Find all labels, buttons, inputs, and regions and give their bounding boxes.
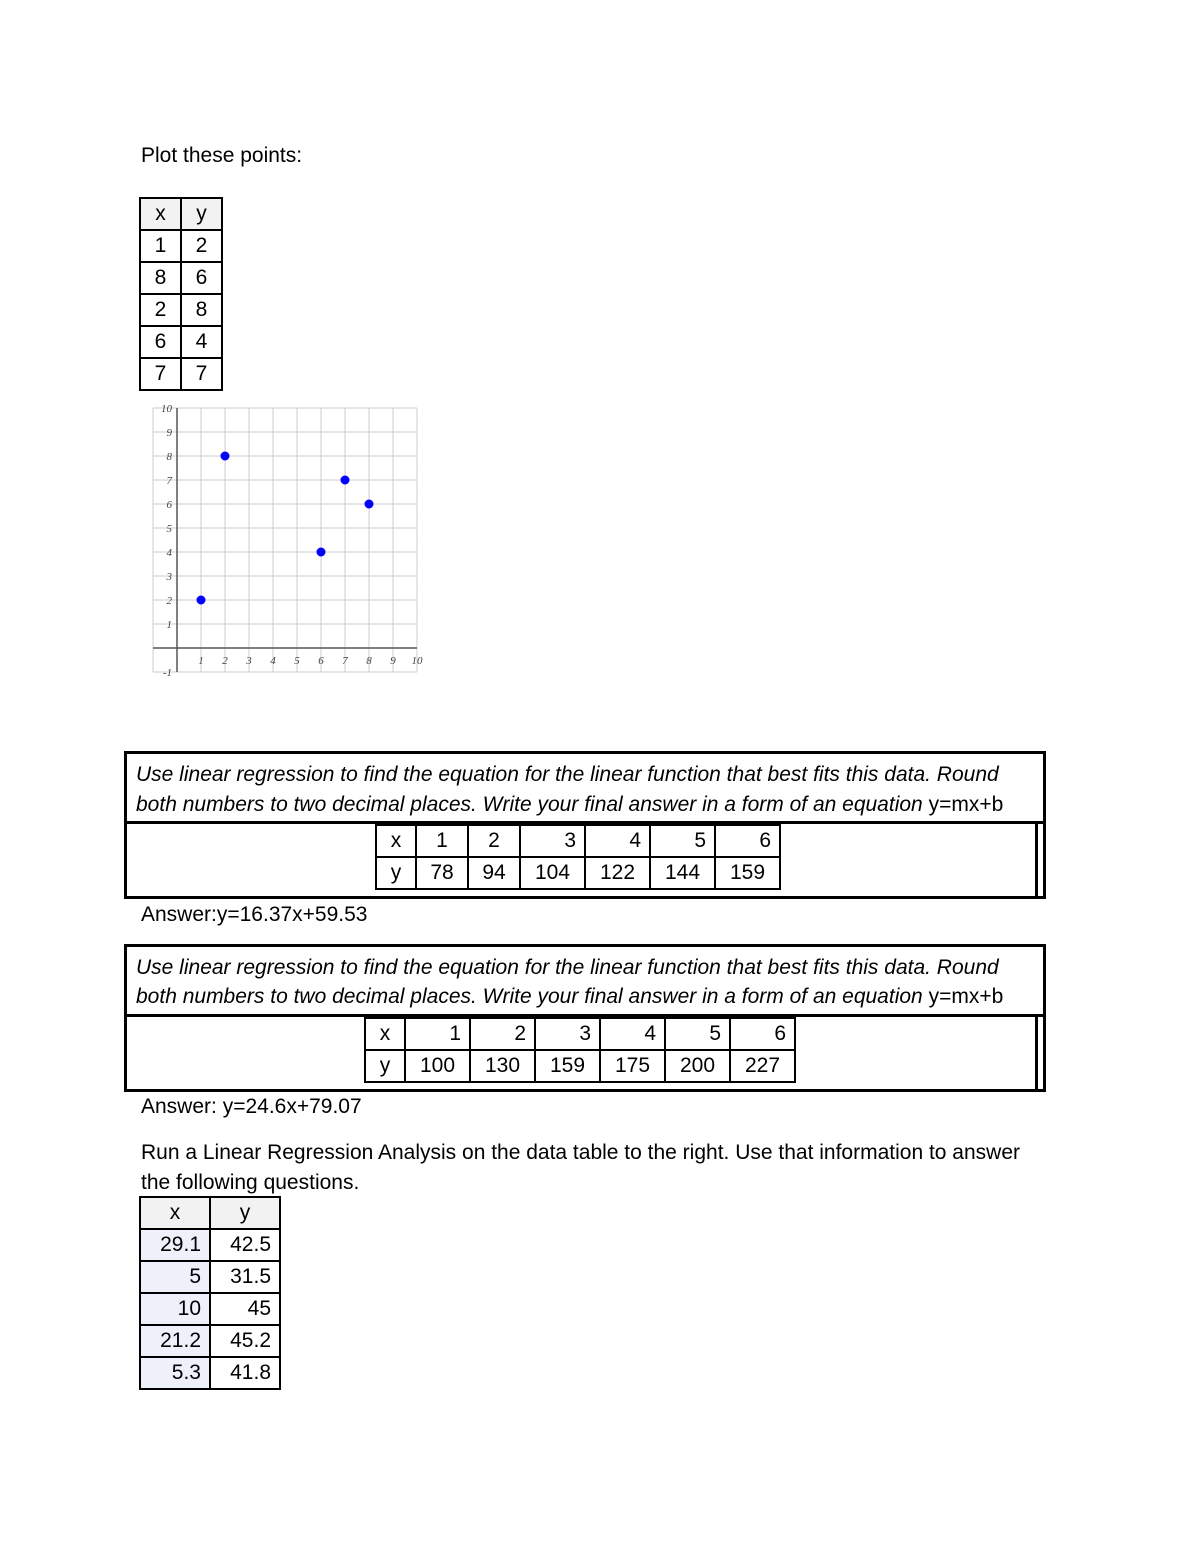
question2-line2-plain: y=mx+b	[928, 985, 1004, 1008]
table-cell: 45	[210, 1293, 280, 1325]
divider	[1035, 821, 1038, 896]
question1-line2	[136, 790, 1003, 820]
table-cell: 4	[181, 326, 222, 358]
table-cell: 1	[416, 825, 468, 857]
scatter-point	[317, 548, 326, 557]
table-cell: 7	[140, 358, 181, 390]
question1-table	[375, 824, 781, 890]
table-cell: 200	[665, 1050, 730, 1082]
table-cell: 45.2	[210, 1325, 280, 1357]
x-tick-label: 1	[198, 655, 204, 667]
table-cell: 227	[730, 1050, 795, 1082]
row-label-y: y	[376, 857, 416, 889]
row-label-x: x	[376, 825, 416, 857]
table-cell: 144	[650, 857, 715, 889]
regression-table	[139, 1196, 281, 1390]
table-cell: 2	[470, 1018, 535, 1050]
y-tick-labels	[161, 403, 173, 679]
x-tick-label: 6	[318, 655, 324, 667]
table-cell: 6	[181, 262, 222, 294]
table-cell: 5.3	[140, 1357, 210, 1389]
y-tick-label: 4	[166, 547, 172, 559]
table-cell: 94	[468, 857, 520, 889]
x-tick-label: 3	[246, 655, 252, 667]
table-cell: 8	[181, 294, 222, 326]
table-cell: 2	[140, 294, 181, 326]
question1-line2-italic: both numbers to two decimal places. Write your final answer in a form of an equation	[136, 793, 929, 816]
x-tick-label: 9	[390, 655, 396, 667]
table-cell: 1	[405, 1018, 470, 1050]
question1-answer: Answer:y=16.37x+59.53	[141, 903, 368, 926]
y-tick-label: 6	[166, 499, 172, 511]
table-cell: 5	[140, 1261, 210, 1293]
x-tick-label: 10	[411, 655, 423, 667]
y-tick-label: 7	[166, 475, 172, 487]
table-cell: 31.5	[210, 1261, 280, 1293]
table-cell: 5	[665, 1018, 730, 1050]
points-header-y: y	[181, 198, 222, 230]
table-cell: 6	[715, 825, 780, 857]
table-cell: 5	[650, 825, 715, 857]
points-table	[139, 197, 223, 391]
table-cell: 21.2	[140, 1325, 210, 1357]
table-cell: 41.8	[210, 1357, 280, 1389]
question1-line1: Use linear regression to find the equation for the linear function that best fits this data. Round	[136, 763, 999, 786]
question2-answer: Answer: y=24.6x+79.07	[141, 1095, 362, 1118]
table-cell: 104	[520, 857, 585, 889]
table-cell: 3	[535, 1018, 600, 1050]
table-row	[140, 326, 222, 358]
x-tick-labels	[198, 655, 423, 667]
table-row	[140, 358, 222, 390]
table-cell: 159	[715, 857, 780, 889]
question2-line2-italic: both numbers to two decimal places. Write your final answer in a form of an equation	[136, 985, 929, 1008]
table-cell: 6	[730, 1018, 795, 1050]
table-cell: 7	[181, 358, 222, 390]
table-row	[140, 1293, 280, 1325]
chart-grid	[153, 408, 417, 672]
table-row	[140, 262, 222, 294]
plot-title: Plot these points:	[141, 144, 303, 167]
table-cell: 2	[468, 825, 520, 857]
table-row	[140, 1229, 280, 1261]
x-tick-label: 2	[222, 655, 228, 667]
table-cell: 175	[600, 1050, 665, 1082]
y-tick-label: 10	[161, 403, 172, 415]
question1-line2-plain: y=mx+b	[928, 793, 1004, 816]
x-tick-label: 4	[270, 655, 276, 667]
row-label-x: x	[365, 1018, 405, 1050]
regression-header-x: x	[140, 1197, 210, 1229]
table-cell: 78	[416, 857, 468, 889]
table-cell: 100	[405, 1050, 470, 1082]
x-tick-label: 8	[366, 655, 372, 667]
section3-line1: Run a Linear Regression Analysis on the data table to the right. Use that information to answer	[141, 1141, 1021, 1164]
table-cell: 42.5	[210, 1229, 280, 1261]
table-row	[140, 1325, 280, 1357]
table-cell: 4	[600, 1018, 665, 1050]
regression-header-y: y	[210, 1197, 280, 1229]
y-tick-label: -1	[162, 667, 172, 679]
table-cell: 6	[140, 326, 181, 358]
question2-table	[364, 1017, 796, 1083]
y-tick-label: 8	[166, 451, 172, 463]
section3-line2: the following questions.	[141, 1171, 360, 1194]
table-cell: 1	[140, 230, 181, 262]
question2-line1: Use linear regression to find the equation for the linear function that best fits this data. Round	[136, 956, 999, 979]
table-cell: 8	[140, 262, 181, 294]
table-cell: 3	[520, 825, 585, 857]
scatter-point	[365, 500, 374, 509]
chart-axes	[153, 408, 417, 672]
x-tick-label: 7	[342, 655, 348, 667]
y-tick-label: 1	[166, 619, 172, 631]
table-row	[140, 294, 222, 326]
table-row	[140, 1357, 280, 1389]
points-header-x: x	[140, 198, 181, 230]
table-cell: 122	[585, 857, 650, 889]
scatter-point	[341, 476, 350, 485]
divider	[1035, 1014, 1038, 1089]
table-row	[140, 230, 222, 262]
x-tick-label: 5	[294, 655, 300, 667]
scatter-point	[221, 452, 230, 461]
table-row	[140, 1261, 280, 1293]
row-label-y: y	[365, 1050, 405, 1082]
scatter-chart	[140, 396, 430, 691]
table-cell: 10	[140, 1293, 210, 1325]
y-tick-label: 3	[166, 571, 172, 583]
question2-line2	[136, 982, 1003, 1012]
table-cell: 29.1	[140, 1229, 210, 1261]
table-cell: 159	[535, 1050, 600, 1082]
table-cell: 2	[181, 230, 222, 262]
table-cell: 130	[470, 1050, 535, 1082]
scatter-point	[197, 596, 206, 605]
y-tick-label: 9	[166, 427, 172, 439]
y-tick-label: 5	[166, 523, 172, 535]
y-tick-label: 2	[166, 595, 172, 607]
table-cell: 4	[585, 825, 650, 857]
